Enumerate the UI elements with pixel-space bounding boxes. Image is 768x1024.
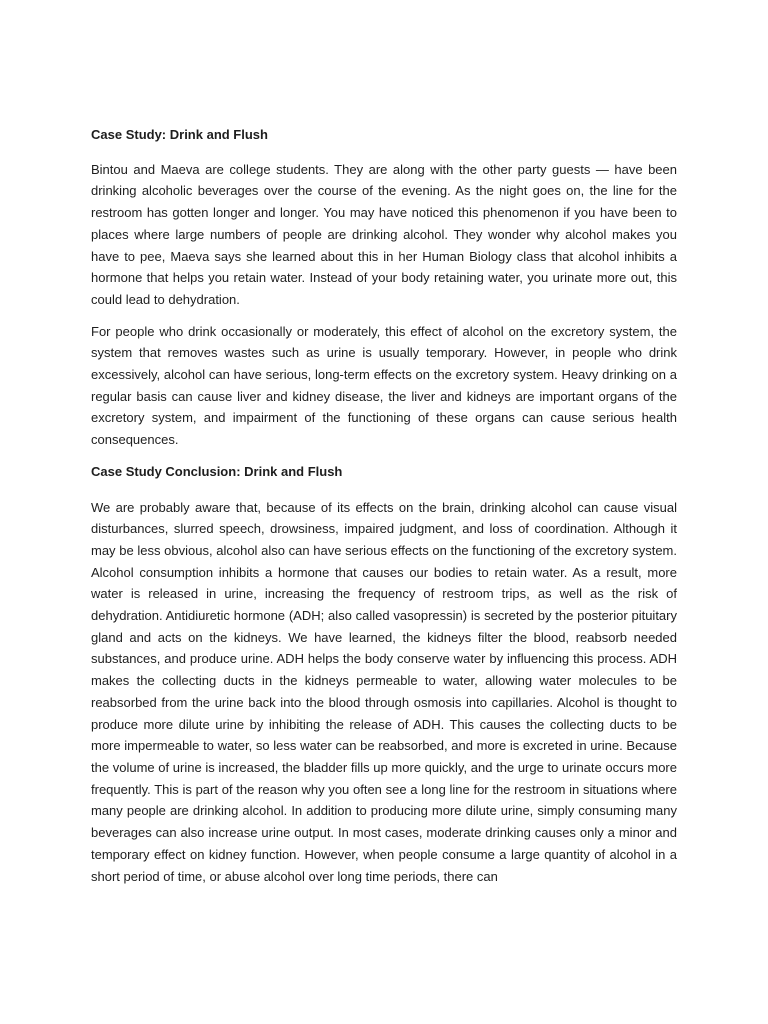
effects-paragraph: For people who drink occasionally or moderately, this effect of alcohol on the excretory system, the system that removes wastes such as urine is usually temporary. However, in people who drink excessively, alcohol can have serious, long-term effects on the excretory system. Heavy drinking on a regular basis can cause liver and kidney disease, the liver and kidneys are important organs of the excretory system, and impairment of the functioning of these organs can cause serious health consequences. xyxy=(91,323,677,448)
conclusion-paragraph: We are probably aware that, because of its effects on the brain, drinking alcohol can cause visual disturbances, slurred speech, drowsiness, impaired judgment, and loss of coordination. Although it may be less obvious, alcohol also can have serious effects on the functioning of the excretory system. Alcohol consumption inhibits a hormone that causes our bodies to retain water. As a result, more water is released in urine, increasing the frequency of restroom trips, as well as the risk of dehydration. Antidiuretic hormone (ADH; also called vasopressin) is secreted by the posterior pituitary gland and acts on the kidneys. We have learned, the kidneys filter the blood, reabsorb needed substances, and produce urine. ADH helps the body conserve water by influencing this process. ADH makes the collecting ducts in the kidneys permeable to water, allowing water molecules to be reabsorbed from the urine back into the blood through osmosis into capillaries. Alcohol is thought to produce more dilute urine by inhibiting the release of ADH. This causes the collecting ducts to be more impermeable to water, so less water can be reabsorbed, and more is excreted in urine. Because the volume of urine is increased, the bladder fills up more quickly, and the urge to urinate occurs more frequently. This is part of the reason why you often see a long line for the restroom in situations where many people are drinking alcohol. In addition to producing more dilute urine, simply consuming many beverages can also increase urine output. In most cases, moderate drinking causes only a minor and temporary effect on kidney function. However, when people consume a large quantity of alcohol in a short period of time, or abuse alcohol over long time periods, there can xyxy=(91,499,677,884)
case-study-title: Case Study: Drink and Flush xyxy=(91,127,268,142)
conclusion-title: Case Study Conclusion: Drink and Flush xyxy=(91,463,343,479)
document-page xyxy=(91,124,677,897)
intro-paragraph: Bintou and Maeva are college students. They are along with the other party guests — have been drinking alcoholic beverages over the course of the evening. As the night goes on, the line for the restroom has gotten longer and longer. You may have noticed this phenomenon if you have been to places where large numbers of people are drinking alcohol. They wonder why alcohol makes you have to pee, Maeva says she learned about this in her Human Biology class that alcohol inhibits a hormone that helps you retain water. Instead of your body retaining water, you urinate more out, this could lead to dehydration. xyxy=(91,161,677,307)
